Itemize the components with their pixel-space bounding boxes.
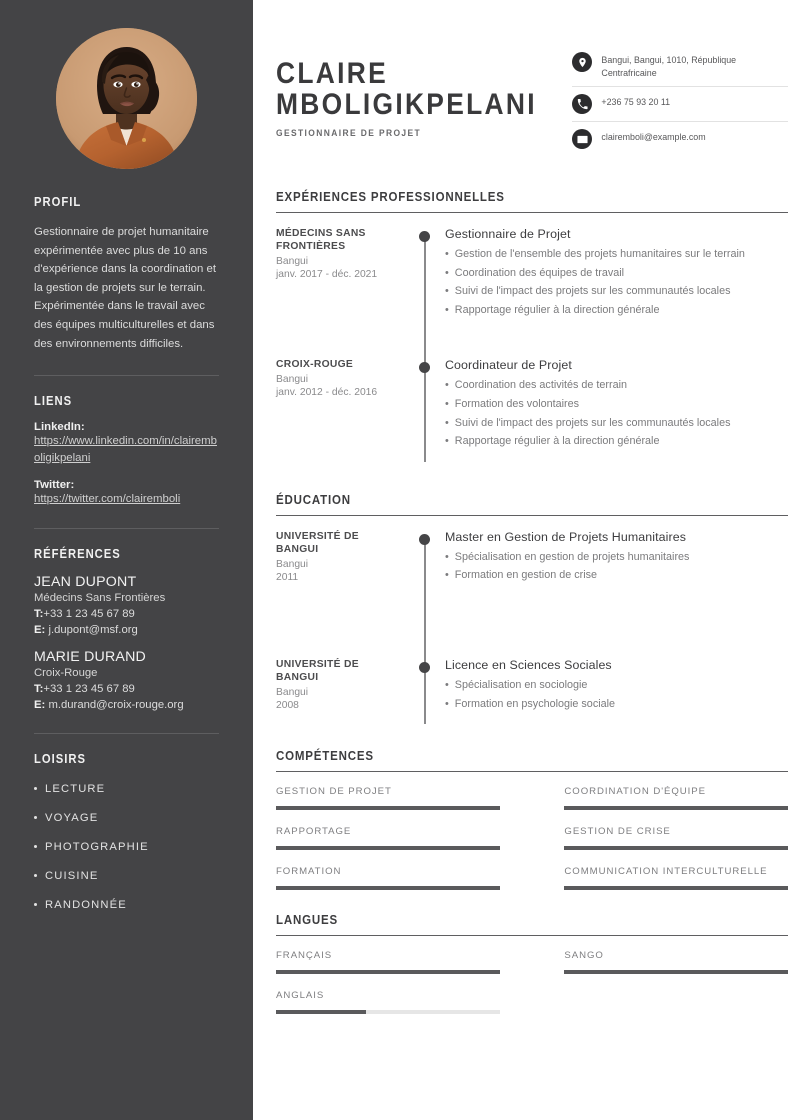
entry-bullets — [445, 378, 788, 449]
references-title: RÉFÉRENCES — [34, 546, 121, 561]
bullet-icon: • — [445, 379, 449, 392]
bullet-item — [445, 678, 788, 694]
bullet-item — [445, 247, 788, 263]
skill-bar-track — [276, 846, 500, 850]
reference-name: JEAN DUPONT — [34, 573, 137, 590]
entry-role: Coordinateur de Projet — [445, 358, 572, 373]
section-references — [0, 547, 253, 711]
link-url-linkedin[interactable]: https://www.linkedin.com/in/clairemboligikpelani — [34, 435, 217, 464]
skill-label: FORMATION — [276, 866, 342, 878]
language-item — [564, 950, 788, 974]
divider-references — [34, 733, 219, 734]
competences-title: COMPÉTENCES — [276, 748, 374, 764]
language-label: ANGLAIS — [276, 990, 325, 1002]
experience-title: EXPÉRIENCES PROFESSIONNELLES — [276, 189, 505, 204]
skill-item — [564, 786, 788, 810]
experience-entry — [276, 338, 788, 469]
main-content — [253, 0, 794, 1120]
entry-date: 2008 — [276, 699, 299, 711]
entry-body — [400, 658, 788, 712]
bullet-icon: • — [445, 678, 449, 691]
hobby-label: LECTURE — [45, 782, 106, 795]
education-title: ÉDUCATION — [276, 491, 351, 507]
bullet-text: Coordination des équipes de travail — [454, 266, 625, 279]
entry-meta — [276, 358, 400, 449]
skill-label: COORDINATION D'ÉQUIPE — [564, 786, 706, 798]
bullet-item — [445, 550, 788, 566]
bullet-icon: • — [445, 569, 449, 582]
bullet-item — [445, 434, 788, 450]
entry-body — [400, 358, 788, 449]
bullet-text: Spécialisation en sociologie — [454, 678, 588, 691]
section-experience — [276, 189, 788, 470]
loisirs-title: LOISIRS — [34, 751, 86, 766]
skill-bar-track — [276, 886, 500, 890]
langues-title: LANGUES — [276, 912, 338, 928]
list-item — [34, 841, 219, 853]
language-bar-fill — [276, 970, 500, 974]
bullet-icon: • — [445, 697, 449, 710]
skill-label: RAPPORTAGE — [276, 826, 352, 838]
language-item — [276, 990, 500, 1014]
profil-title: PROFIL — [34, 195, 82, 209]
language-bar-track — [564, 970, 788, 974]
reference-org: Médecins Sans Frontières — [34, 591, 166, 604]
skill-label: COMMUNICATION INTERCULTURELLE — [564, 866, 768, 878]
bullet-text: Spécialisation en gestion de projets humanitaires — [454, 550, 690, 563]
entry-city: Bangui — [276, 558, 309, 570]
address-text: Bangui, Bangui, 1010, République Centrafricaine — [601, 55, 737, 78]
bullet-item — [445, 568, 788, 584]
hobby-label: PHOTOGRAPHIE — [45, 840, 149, 853]
name-block — [276, 40, 572, 138]
link-label-linkedin: LinkedIn: — [34, 421, 85, 434]
experience-timeline — [276, 213, 788, 470]
bullet-item — [445, 416, 788, 432]
list-item — [34, 812, 219, 824]
reference-name: MARIE DURAND — [34, 648, 146, 665]
bullet-text: Rapportage régulier à la direction générale — [454, 435, 660, 448]
reference-phone — [34, 608, 219, 620]
liens-title: LIENS — [34, 394, 73, 409]
bullet-icon — [34, 816, 37, 819]
section-education — [276, 492, 788, 732]
skill-bar-track — [564, 886, 788, 890]
entry-body — [400, 530, 788, 584]
entry-city: Bangui — [276, 686, 309, 698]
skill-bar-fill — [276, 886, 500, 890]
email-value: j.dupont@msf.org — [48, 623, 138, 636]
bullet-item — [445, 697, 788, 713]
bullet-text: Formation en psychologie sociale — [454, 697, 616, 710]
section-langues — [276, 912, 788, 1030]
entry-org: CROIX-ROUGE — [276, 359, 354, 371]
skill-item — [564, 866, 788, 890]
skill-bar-fill — [564, 806, 788, 810]
phone-value: +33 1 23 45 67 89 — [43, 682, 135, 695]
section-liens — [0, 394, 253, 508]
bullet-icon — [34, 845, 37, 848]
bullet-text: Rapportage régulier à la direction générale — [454, 303, 660, 316]
email-label: E: — [34, 698, 46, 711]
entry-meta — [276, 530, 400, 584]
entry-date: 2011 — [276, 571, 299, 583]
entry-meta — [276, 227, 400, 318]
hobby-label: CUISINE — [45, 869, 99, 882]
section-loisirs — [0, 752, 253, 911]
skill-item — [276, 826, 500, 850]
skill-bar-track — [564, 846, 788, 850]
section-competences — [276, 748, 788, 906]
resume-header — [276, 40, 788, 163]
link-item — [34, 479, 219, 508]
timeline-dot-icon — [419, 231, 430, 242]
entry-meta — [276, 658, 400, 712]
link-item — [34, 421, 219, 466]
email-text: clairemboli@example.com — [601, 132, 706, 142]
entry-org: MÉDECINS SANS FRONTIÈRES — [276, 228, 366, 252]
reference-email — [34, 699, 219, 711]
bullet-icon — [34, 874, 37, 877]
education-timeline — [276, 516, 788, 732]
bullet-icon: • — [445, 397, 449, 410]
skill-bar-fill — [276, 846, 500, 850]
skill-item — [564, 826, 788, 850]
avatar-illustration — [56, 28, 197, 169]
skill-item — [276, 786, 500, 810]
skill-bar-fill — [276, 806, 500, 810]
entry-org: UNIVERSITÉ DE BANGUI — [276, 658, 359, 683]
timeline-dot-icon — [419, 662, 430, 673]
contact-phone — [572, 94, 788, 122]
entry-bullets — [445, 247, 788, 318]
bullet-icon: • — [445, 550, 449, 563]
reference-item — [34, 574, 219, 636]
timeline-dot-icon — [419, 534, 430, 545]
entry-org: UNIVERSITÉ DE BANGUI — [276, 530, 359, 555]
education-entry — [276, 604, 788, 732]
avatar — [56, 28, 197, 169]
entry-date: janv. 2017 - déc. 2021 — [276, 269, 378, 280]
skill-bar-track — [276, 806, 500, 810]
bullet-icon — [34, 903, 37, 906]
bullet-item — [445, 378, 788, 394]
phone-label: T: — [34, 682, 44, 695]
language-bar-track — [276, 970, 500, 974]
email-label: E: — [34, 623, 46, 636]
list-item — [34, 783, 219, 795]
education-entry — [276, 530, 788, 604]
contact-email — [572, 129, 788, 156]
entry-bullets — [445, 678, 788, 712]
divider-liens — [34, 528, 219, 529]
contact-address — [572, 52, 788, 87]
bullet-icon — [34, 787, 37, 790]
bullet-item — [445, 266, 788, 282]
section-profil — [0, 195, 253, 353]
hobby-label: VOYAGE — [45, 811, 99, 824]
bullet-icon: • — [445, 285, 449, 298]
skill-label: GESTION DE PROJET — [276, 786, 392, 798]
bullet-icon: • — [445, 435, 449, 448]
entry-date: janv. 2012 - déc. 2016 — [276, 387, 378, 399]
language-bar-fill — [276, 1010, 366, 1014]
phone-icon — [572, 94, 592, 114]
bullet-item — [445, 303, 788, 319]
entry-bullets — [445, 550, 788, 584]
entry-role: Licence en Sciences Sociales — [445, 657, 612, 672]
envelope-icon — [572, 129, 592, 149]
phone-value: +33 1 23 45 67 89 — [43, 607, 135, 620]
experience-entry — [276, 227, 788, 338]
bullet-icon: • — [445, 416, 449, 429]
bullet-text: Formation en gestion de crise — [454, 569, 598, 582]
divider-profil — [34, 375, 219, 376]
profile-photo-wrap — [0, 0, 253, 169]
phone-label: T: — [34, 607, 44, 620]
entry-city: Bangui — [276, 256, 309, 267]
language-bar-fill — [564, 970, 788, 974]
entry-role: Master en Gestion de Projets Humanitaires — [445, 529, 687, 544]
entry-city: Bangui — [276, 374, 309, 386]
bullet-text: Formation des volontaires — [454, 397, 580, 410]
skill-label: GESTION DE CRISE — [564, 826, 671, 838]
email-value: m.durand@croix-rouge.org — [48, 698, 184, 711]
langues-list — [276, 936, 788, 1030]
bullet-text: Coordination des activités de terrain — [454, 379, 628, 392]
reference-org: Croix-Rouge — [34, 666, 98, 679]
bullet-icon: • — [445, 266, 449, 279]
bullet-text: Suivi de l'impact des projets sur les communautés locales — [454, 285, 731, 298]
reference-phone — [34, 683, 219, 695]
bullet-icon: • — [445, 303, 449, 316]
sidebar — [0, 0, 253, 1120]
page-title-last: MBOLIGIKPELANI — [276, 88, 537, 121]
bullet-item — [445, 284, 788, 300]
hobby-label: RANDONNÉE — [45, 898, 127, 911]
language-label: FRANÇAIS — [276, 950, 333, 962]
language-bar-track — [276, 1010, 500, 1014]
bullet-text: Suivi de l'impact des projets sur les communautés locales — [454, 416, 731, 429]
reference-item — [34, 649, 219, 711]
competences-list — [276, 772, 788, 906]
bullet-item — [445, 397, 788, 413]
bullet-text: Gestion de l'ensemble des projets humanitaires sur le terrain — [454, 248, 745, 260]
entry-body — [400, 227, 788, 318]
phone-text: +236 75 93 20 11 — [601, 97, 671, 107]
language-label: SANGO — [564, 950, 604, 962]
link-url-twitter[interactable]: https://twitter.com/clairemboli — [34, 493, 181, 506]
skill-item — [276, 866, 500, 890]
skill-bar-track — [564, 806, 788, 810]
skill-bar-fill — [564, 886, 788, 890]
reference-email — [34, 624, 219, 636]
job-title: GESTIONNAIRE DE PROJET — [276, 127, 422, 138]
link-label-twitter: Twitter: — [34, 479, 75, 492]
list-item — [34, 899, 219, 911]
location-pin-icon — [572, 52, 592, 72]
page-title: CLAIRE — [276, 57, 388, 90]
entry-role: Gestionnaire de Projet — [445, 227, 571, 241]
contact-list — [572, 40, 788, 163]
bullet-icon: • — [445, 248, 449, 260]
profil-text: Gestionnaire de projet humanitaire expérimentée avec plus de 10 ans d'expérience dans la coordination et la gestion de projets sur le terrain. Expérimentée dans le travail avec des équipes multiculturelles et dans des environnements difficiles. — [34, 226, 217, 350]
skill-bar-fill — [564, 846, 788, 850]
list-item — [34, 870, 219, 882]
language-item — [276, 950, 500, 974]
